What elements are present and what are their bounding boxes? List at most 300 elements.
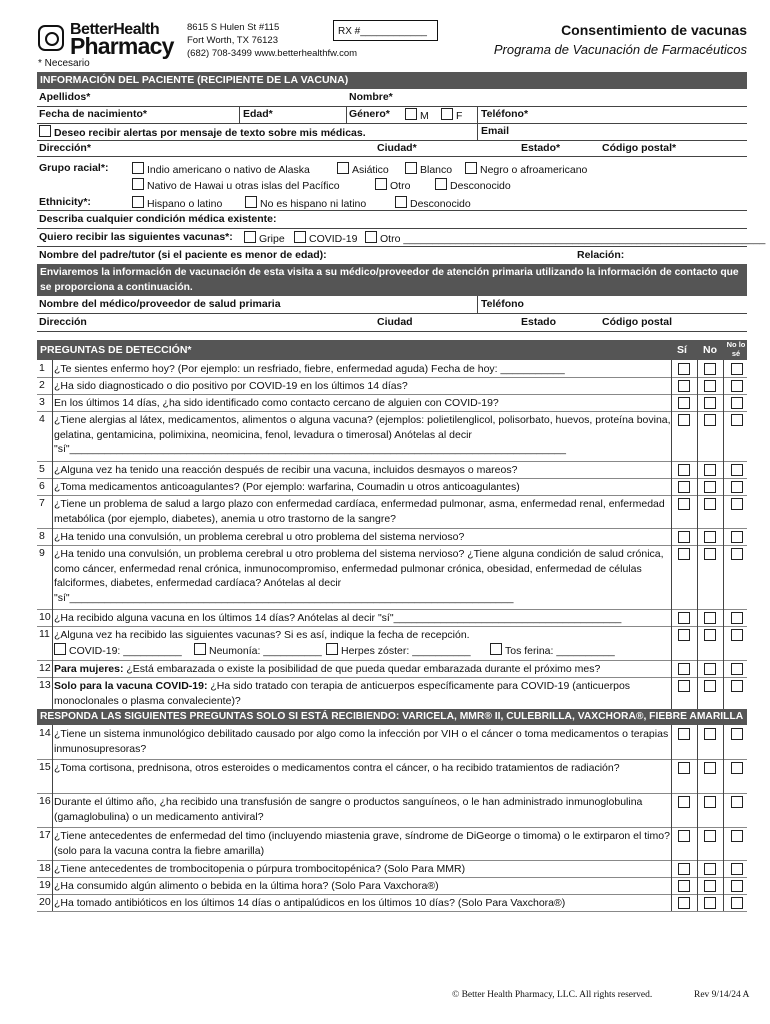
answer-yes-checkbox[interactable] [678,414,690,426]
vaccine-option-flu[interactable] [244,231,285,245]
question-text [54,829,674,858]
gender-f-checkbox[interactable] [441,108,453,120]
divider [671,461,672,478]
divider [723,478,724,495]
question-body: ¿Tiene alergias al látex, medicamentos, alimentos o alguna vacuna? (ejemplos: polietilenglicol, polisorbato, huevos, proteína bovina, gelatina, gentamicina, polimixina, neomicina, fenol, levadura o timerosal) Anótelas al decir "sí"_____________________________________________________________________________________ [54,414,671,456]
answer-no-checkbox[interactable] [704,481,716,493]
divider [477,123,478,140]
answer-unsure-checkbox[interactable] [731,880,743,892]
copyright: © Better Health Pharmacy, LLC. All rights reserved. [452,990,653,1000]
answer-no-checkbox[interactable] [704,728,716,740]
divider [697,609,698,626]
divider [723,495,724,528]
required-note: * Necesario [38,58,90,69]
prior-vaccine-covid[interactable] [54,643,182,657]
dob-label: Fecha de nacimiento* [39,108,147,120]
answer-no-checkbox[interactable] [704,414,716,426]
answer-no-checkbox[interactable] [704,397,716,409]
question-body: ¿Ha consumido algún alimento o bebida en la última hora? (Solo Para Vaxchora®) [54,880,439,892]
race-option-unknown[interactable] [435,178,511,192]
divider [52,377,53,394]
divider [671,660,672,677]
provider-phone-label: Teléfono [481,298,524,310]
question-body: ¿Alguna vez ha tenido una reacción después de recibir una vacuna, incluidos desmayos o mareos? [54,464,518,476]
divider [697,394,698,411]
race-label: Grupo racial*: [39,162,109,174]
race-asian-checkbox[interactable] [337,162,349,174]
question-row [37,877,747,895]
divider [671,860,672,877]
divider [671,677,672,709]
question-row [37,894,747,912]
answer-yes-checkbox[interactable] [678,880,690,892]
contact-line: (682) 708-3499 www.betterhealthfw.com [187,48,358,59]
answer-unsure-checkbox[interactable] [731,380,743,392]
divider [697,877,698,894]
race-unknown-checkbox[interactable] [435,178,447,190]
question-text [54,463,674,478]
divider [52,827,53,860]
answer-yes-checkbox[interactable] [678,548,690,560]
question-body: Durante el último año, ¿ha recibido una transfusión de sangre o productos sanguíneos, o le han administrado inmunoglobulina (gamaglobulina) o un medicamento antiviral? [54,796,643,823]
row-provider-address [37,314,747,332]
vaccine-covid-checkbox[interactable] [294,231,306,243]
divider [697,677,698,709]
question-number: 4 [39,413,45,425]
race-option-other[interactable] [375,178,410,192]
question-text [54,679,674,708]
answer-no-checkbox[interactable] [704,380,716,392]
question-prefix: Solo para la vacuna COVID-19: [54,680,208,692]
question-text [54,727,674,756]
divider [723,860,724,877]
question-body: ¿Ha recibido alguna vacuna en los últimos 14 días? Anótelas al decir "sí"_______________________________________ [54,612,622,624]
divider [52,478,53,495]
divider [52,759,53,793]
screening-title: PREGUNTAS DE DETECCIÓN* [40,344,192,356]
answer-unsure-checkbox[interactable] [731,397,743,409]
divider [671,360,672,377]
provider-banner: Enviaremos la información de vacunación de esta visita a su médico/proveedor de atención primaria utilizando la información de contacto que se proporciona a continuación. [37,264,747,296]
question-number: 1 [39,362,45,374]
answer-unsure-checkbox[interactable] [731,548,743,560]
answer-unsure-checkbox[interactable] [731,680,743,692]
row-names [37,89,747,107]
gender-m-label: M [420,110,429,122]
divider [723,626,724,660]
divider [52,860,53,877]
patient-section-header: INFORMACIÓN DEL PACIENTE (RECIPIENTE DE LA VACUNA) [37,72,747,89]
question-number: 14 [39,727,51,739]
text-alerts-label: Deseo recibir alertas por mensaje de texto sobre mis médicas. [54,127,366,139]
answer-no-checkbox[interactable] [704,531,716,543]
email-label: Email [481,125,510,137]
divider [671,626,672,660]
question-text [54,480,674,495]
race-other-checkbox[interactable] [375,178,387,190]
question-body: ¿Ha tenido una convulsión, un problema cerebral u otro problema del sistema nervioso? [54,531,465,543]
question-number: 19 [39,879,51,891]
answer-yes-checkbox[interactable] [678,680,690,692]
divider [671,827,672,860]
question-body: ¿Toma medicamentos anticoagulantes? (Por ejemplo: warfarina, Coumadin u otros anticoagulantes) [54,481,520,493]
divider [671,495,672,528]
divider [697,626,698,660]
divider [671,725,672,759]
answer-yes-checkbox[interactable] [678,380,690,392]
provider-state-label: Estado [521,316,557,328]
question-body: ¿Ha sido diagnosticado o dio positivo por COVID-19 en los últimos 14 días? [54,380,408,392]
divider [52,877,53,894]
col-yes-header: Sí [677,344,687,356]
divider [671,894,672,911]
race-option-white[interactable] [405,162,452,176]
question-body: ¿Tiene antecedentes de trombocitopenia o púrpura trombocitopénica? (Solo Para MMR) [54,863,466,875]
question-row [37,478,747,496]
eth-unknown-label: Desconocido [410,198,471,210]
prior-vaccine-label: COVID-19: __________ [69,645,182,657]
divider [671,793,672,827]
vaccine-flu-checkbox[interactable] [244,231,256,243]
col-unsure-header: No lo sé [726,340,746,358]
col-no-header: No [703,344,717,356]
answer-unsure-checkbox[interactable] [731,830,743,842]
divider [697,528,698,545]
answer-yes-checkbox[interactable] [678,629,690,641]
answer-unsure-checkbox[interactable] [731,414,743,426]
question-body: ¿Te sientes enfermo hoy? (Por ejemplo: un resfriado, fiebre, enfermedad aguda) Fecha de hoy: ___________ [54,363,565,375]
prior-vaccine-label: Herpes zóster: __________ [341,645,471,657]
answer-yes-checkbox[interactable] [678,612,690,624]
race-amer-indian-checkbox[interactable] [132,162,144,174]
answer-yes-checkbox[interactable] [678,830,690,842]
answer-no-checkbox[interactable] [704,498,716,510]
race-option-asian[interactable] [337,162,389,176]
question-text [54,413,674,457]
divider [697,478,698,495]
address-line-1: 8615 S Hulen St #115 [187,22,280,33]
answer-yes-checkbox[interactable] [678,762,690,774]
question-text [54,379,674,394]
divider [52,793,53,827]
zip-label: Código postal* [602,142,677,154]
vaccine-covid-label: COVID-19 [309,233,358,245]
screening-section-2-header: RESPONDA LAS SIGUIENTES PREGUNTAS SOLO SI ESTÁ RECIBIENDO: VARICELA, MMR® II, CULEBRILLA, VAXCHORA®, FIEBRE AMARILLA [37,709,747,725]
answer-yes-checkbox[interactable] [678,728,690,740]
eth-option-hispanic[interactable] [132,196,222,210]
divider [723,377,724,394]
question-number: 10 [39,611,51,623]
question-text [54,862,674,877]
question-body: ¿Está embarazada o existe la posibilidad de que pueda quedar embarazada durante el próximo mes? [126,663,601,675]
eth-option-not-hispanic[interactable] [245,196,366,210]
divider [671,877,672,894]
divider [52,545,53,609]
race-amer-indian-label: Indio americano o nativo de Alaska [147,164,310,176]
race-option-hawaiian[interactable] [132,178,340,192]
prior-vaccine-checkbox[interactable] [326,643,338,655]
question-number: 12 [39,662,51,674]
eth-option-unknown[interactable] [395,196,471,210]
question-text [54,547,674,605]
question-body: En los últimos 14 días, ¿ha sido identificado como contacto cercano de alguien con COVID-19? [54,397,499,409]
answer-unsure-checkbox[interactable] [731,531,743,543]
text-alerts-checkbox[interactable] [39,125,51,137]
race-other-label: Otro [390,180,411,192]
answer-unsure-checkbox[interactable] [731,498,743,510]
divider [723,759,724,793]
answer-unsure-checkbox[interactable] [731,728,743,740]
nombre-label: Nombre* [349,91,393,103]
divider [697,725,698,759]
divider [697,793,698,827]
question-body: ¿Tiene un problema de salud a largo plazo con enfermedad cardíaca, enfermedad pulmonar, asma, enfermedad renal, enfermedad metabólica (por ejemplo, diabetes), anemia u otro trastorno de la sangre? [54,498,665,525]
question-text [54,761,674,776]
ethnicity-label: Ethnicity*: [39,196,91,208]
divider [52,495,53,528]
race-white-label: Blanco [420,164,453,176]
prior-vaccine-label: Neumonía: __________ [209,645,322,657]
divider [723,609,724,626]
provider-address-label: Dirección [39,316,87,328]
vaccine-other-checkbox[interactable] [365,231,377,243]
question-number: 11 [39,628,50,640]
eth-hispanic-checkbox[interactable] [132,196,144,208]
divider [671,545,672,609]
logo-icon [38,25,64,51]
revision: Rev 9/14/24 A [694,990,750,1000]
divider [52,609,53,626]
question-row [37,377,747,395]
answer-yes-checkbox[interactable] [678,498,690,510]
divider [52,394,53,411]
question-row [37,793,747,828]
row-guardian [37,247,747,264]
answer-unsure-checkbox[interactable] [731,629,743,641]
text-alerts-option[interactable] [39,125,366,139]
answer-no-checkbox[interactable] [704,796,716,808]
question-row [37,677,747,710]
question-text [54,611,674,626]
divider [671,478,672,495]
answer-no-checkbox[interactable] [704,680,716,692]
eth-unknown-checkbox[interactable] [395,196,407,208]
brand-name-top: BetterHealth [70,21,160,38]
divider [697,660,698,677]
question-number: 20 [39,896,51,908]
divider [723,894,724,911]
divider [723,660,724,677]
race-unknown-label: Desconocido [450,180,511,192]
question-text [54,530,674,545]
phone-label: Teléfono* [481,108,529,120]
divider [697,495,698,528]
question-row [37,827,747,861]
divider [723,793,724,827]
question-row [37,759,747,794]
question-body: ¿Ha tenido una convulsión, un problema cerebral u otro problema del sistema nervioso? ¿Tiene alguna condición de salud crónica, como cáncer, enfermedad renal crónica, inmunocompromiso, enfermedad pulmonar crónica, obesidad, enfermedad de células falciformes, diabetes, enfermedad cardíaca? Anótelas al decir "sí"____________________________________________________________________________ [54,548,664,604]
row-conditions [37,211,747,229]
answer-unsure-checkbox[interactable] [731,481,743,493]
answer-no-checkbox[interactable] [704,548,716,560]
prior-vaccine-herpes[interactable] [326,643,471,657]
race-option-amer-indian[interactable] [132,162,310,176]
gender-label: Género* [349,108,390,120]
question-body: ¿Toma cortisona, prednisona, otros esteroides o medicamentos contra el cáncer, o ha recibido tratamientos de radiación? [54,762,620,774]
rx-number-field[interactable]: RX #____________ [333,20,438,41]
apellidos-label: Apellidos* [39,91,91,103]
answer-yes-checkbox[interactable] [678,397,690,409]
gender-f-option[interactable] [441,108,462,122]
answer-no-checkbox[interactable] [704,612,716,624]
question-row [37,495,747,529]
question-body: ¿Ha tomado antibióticos en los últimos 14 días o antipalúdicos en los últimos 10 días? (Solo Para Vaxchora®) [54,897,566,909]
divider [723,725,724,759]
row-address [37,140,747,157]
answer-no-checkbox[interactable] [704,363,716,375]
divider [52,626,53,660]
row-vaccines [37,229,766,247]
answer-no-checkbox[interactable] [704,663,716,675]
gender-m-checkbox[interactable] [405,108,417,120]
answer-unsure-checkbox[interactable] [731,762,743,774]
question-number: 9 [39,547,45,559]
race-hawaiian-checkbox[interactable] [132,178,144,190]
question-text [54,662,674,677]
divider [723,360,724,377]
divider [671,394,672,411]
provider-name-label: Nombre del médico/proveedor de salud primaria [39,298,281,310]
race-black-checkbox[interactable] [465,162,477,174]
question-number: 16 [39,795,51,807]
divider [723,677,724,709]
divider [52,677,53,709]
state-label: Estado* [521,142,561,154]
question-number: 17 [39,829,51,841]
question-text [54,396,674,411]
answer-unsure-checkbox[interactable] [731,663,743,675]
answer-unsure-checkbox[interactable] [731,612,743,624]
answer-yes-checkbox[interactable] [678,796,690,808]
question-number: 15 [39,761,51,773]
eth-hispanic-label: Hispano o latino [147,198,223,210]
vaccine-option-other[interactable] [365,231,765,245]
divider [52,725,53,759]
answer-unsure-checkbox[interactable] [731,897,743,909]
prior-vaccine-checkbox[interactable] [194,643,206,655]
prior-vaccine-checkbox[interactable] [54,643,66,655]
eth-not-hispanic-checkbox[interactable] [245,196,257,208]
divider [671,609,672,626]
vaccine-other-label: Otro ______________________________________________________________ [380,233,766,245]
race-option-black[interactable] [465,162,587,176]
answer-yes-checkbox[interactable] [678,897,690,909]
divider [697,360,698,377]
prior-vaccine-checkbox[interactable] [490,643,502,655]
age-label: Edad* [243,108,273,120]
divider [52,360,53,377]
address-label: Dirección* [39,142,91,154]
provider-zip-label: Código postal [602,316,672,328]
divider [697,411,698,461]
prior-vaccine-neumonia[interactable] [194,643,322,657]
answer-no-checkbox[interactable] [704,830,716,842]
race-asian-label: Asiático [352,164,389,176]
question-row [37,394,747,412]
divider [52,528,53,545]
question-row [37,860,747,878]
divider [52,411,53,461]
answer-no-checkbox[interactable] [704,629,716,641]
race-white-checkbox[interactable] [405,162,417,174]
divider [697,545,698,609]
divider [723,461,724,478]
answer-unsure-checkbox[interactable] [731,363,743,375]
divider [477,296,478,313]
answer-yes-checkbox[interactable] [678,363,690,375]
divider [52,894,53,911]
divider [671,528,672,545]
race-hawaiian-label: Nativo de Hawai u otras islas del Pacífico [147,180,340,192]
answer-unsure-checkbox[interactable] [731,863,743,875]
question-number: 13 [39,679,51,691]
answer-yes-checkbox[interactable] [678,481,690,493]
answer-no-checkbox[interactable] [704,863,716,875]
answer-yes-checkbox[interactable] [678,663,690,675]
prior-vaccine-tos[interactable] [490,643,615,657]
row-provider [37,296,747,314]
question-row [37,626,747,661]
divider [346,106,347,123]
relationship-label: Relación: [577,249,625,261]
vaccine-option-covid[interactable] [294,231,357,245]
race-black-label: Negro o afroamericano [480,164,588,176]
answer-no-checkbox[interactable] [704,762,716,774]
question-body: ¿Alguna vez ha recibido las siguientes vacunas? Si es así, indique la fecha de recepción. [54,629,470,641]
question-row [37,461,747,479]
answer-unsure-checkbox[interactable] [731,796,743,808]
divider [723,877,724,894]
divider [723,528,724,545]
answer-yes-checkbox[interactable] [678,531,690,543]
question-row [37,660,747,678]
answer-yes-checkbox[interactable] [678,863,690,875]
question-text [54,362,674,377]
divider [477,106,478,123]
answer-no-checkbox[interactable] [704,897,716,909]
divider [723,394,724,411]
divider [723,411,724,461]
answer-no-checkbox[interactable] [704,464,716,476]
question-number: 3 [39,396,45,408]
page-subtitle: Programa de Vacunación de Farmacéuticos [493,42,747,57]
row-alerts [37,123,747,141]
gender-f-label: F [456,110,463,122]
question-body: ¿Tiene un sistema inmunológico debilitado causado por algo como la infección por VIH o el cáncer o toma medicamentos o terapias inmunosupresoras? [54,728,669,755]
question-number: 6 [39,480,45,492]
row-race [37,158,747,194]
divider [671,411,672,461]
divider [671,759,672,793]
divider [697,377,698,394]
question-number: 18 [39,862,51,874]
question-text [54,497,674,526]
answer-no-checkbox[interactable] [704,880,716,892]
gender-m-option[interactable] [405,108,429,122]
answer-unsure-checkbox[interactable] [731,464,743,476]
question-body: ¿Tiene antecedentes de enfermedad del timo (incluyendo miastenia grave, síndrome de DiGeorge o timoma) o le extirparon el timo? (solo para la vacuna contra la fiebre amarilla) [54,830,670,857]
answer-yes-checkbox[interactable] [678,464,690,476]
